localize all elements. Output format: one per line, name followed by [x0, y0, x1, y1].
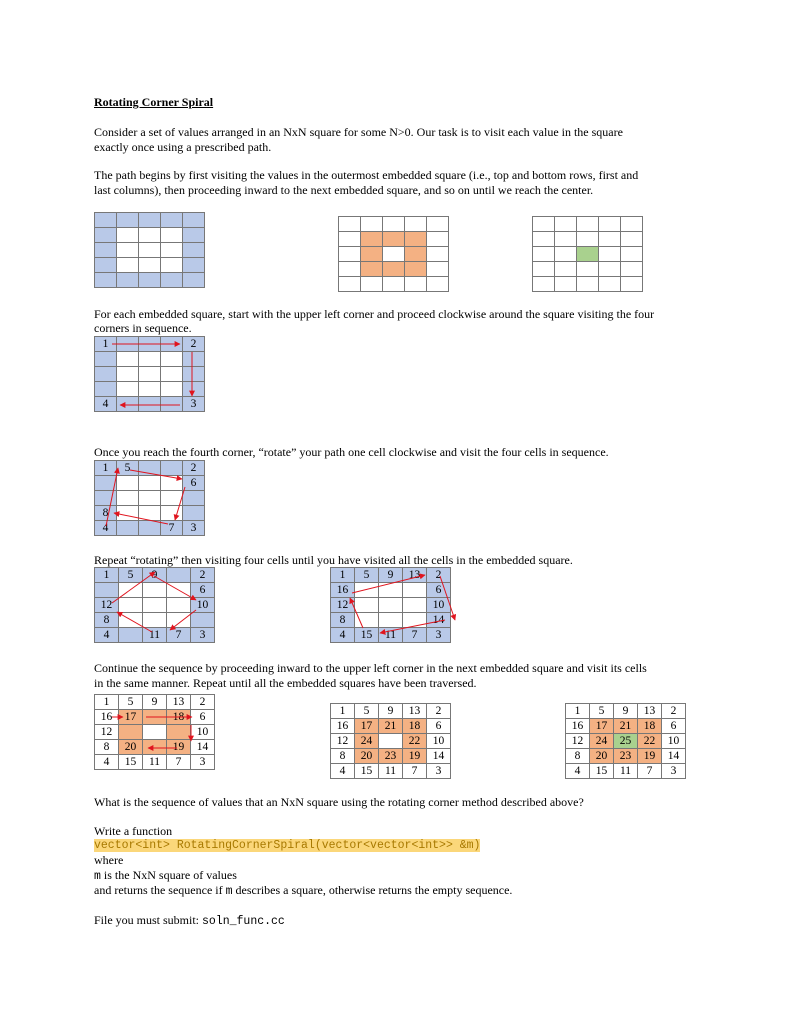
- grid-cell: 1: [95, 695, 119, 710]
- grid-cell: [161, 491, 183, 506]
- grid-cell: 5: [355, 568, 379, 583]
- grid-cell: [621, 217, 643, 232]
- grid-cell: 7: [167, 755, 191, 770]
- grid-cell: 12: [331, 598, 355, 613]
- grid-cell: [167, 598, 191, 613]
- grid-cell: [361, 232, 383, 247]
- grid-cell: [139, 476, 161, 491]
- grid-cell: 24: [590, 734, 614, 749]
- grid-cell: [95, 243, 117, 258]
- return-text-a: and returns the sequence if: [94, 883, 226, 897]
- return-description: [94, 883, 512, 900]
- grid-cell: 20: [355, 749, 379, 764]
- grid-cell: 6: [427, 583, 451, 598]
- grid-cell: 7: [161, 521, 183, 536]
- grid-cell: [555, 262, 577, 277]
- paragraph-intro-2: exactly once using a prescribed path.: [94, 140, 272, 154]
- grid-cell: 12: [95, 725, 119, 740]
- grid-cell: 25: [614, 734, 638, 749]
- grid-cell: 7: [403, 764, 427, 779]
- grid-cell: 5: [119, 695, 143, 710]
- grid-cell: [167, 583, 191, 598]
- grid-rotate-thrice: [330, 567, 451, 643]
- grid-cell: [139, 273, 161, 288]
- grid-cell: 13: [638, 704, 662, 719]
- grid-cell: [555, 277, 577, 292]
- grid-cell: [555, 217, 577, 232]
- grid-cell: [383, 232, 405, 247]
- grid-cell: 9: [379, 568, 403, 583]
- grid-cell: 6: [191, 710, 215, 725]
- grid-cell: [533, 262, 555, 277]
- grid-cell: [161, 382, 183, 397]
- grid-cell: 16: [566, 719, 590, 734]
- grid-cell: [117, 273, 139, 288]
- grid-cell: [143, 740, 167, 755]
- grid-cell: 5: [590, 704, 614, 719]
- grid-cell: [355, 583, 379, 598]
- grid-cell: [119, 613, 143, 628]
- grid-cell: [427, 262, 449, 277]
- grid-cell: [379, 598, 403, 613]
- grid-cell: 23: [614, 749, 638, 764]
- grid-cell: [117, 258, 139, 273]
- grid-cell: [117, 243, 139, 258]
- grid-cell: [95, 491, 117, 506]
- grid-cell: [167, 725, 191, 740]
- grid-center-square: [532, 216, 643, 292]
- grid-cell: 2: [191, 568, 215, 583]
- grid-cell: [183, 491, 205, 506]
- grid-cell: [117, 228, 139, 243]
- grid-cell: 14: [427, 613, 451, 628]
- grid-cell: [405, 247, 427, 262]
- grid-cell: 23: [379, 749, 403, 764]
- grid-cell: [339, 217, 361, 232]
- grid-cell: 10: [427, 598, 451, 613]
- grid-cell: 22: [403, 734, 427, 749]
- grid-cell: 3: [427, 764, 451, 779]
- grid-cell: 7: [167, 628, 191, 643]
- grid-cell: [95, 258, 117, 273]
- grid-cell: [405, 232, 427, 247]
- grid-cell: 21: [379, 719, 403, 734]
- grid-cell: 8: [331, 613, 355, 628]
- grid-rotate-twice: [94, 567, 215, 643]
- grid-cell: 21: [614, 719, 638, 734]
- grid-cell: 1: [331, 704, 355, 719]
- grid-cell: [161, 397, 183, 412]
- grid-cell: [139, 461, 161, 476]
- grid-cell: [161, 506, 183, 521]
- grid-cell: 6: [662, 719, 686, 734]
- grid-cell: [621, 247, 643, 262]
- grid-cell: 5: [117, 461, 139, 476]
- grid-cell: 4: [95, 521, 117, 536]
- page-title: Rotating Corner Spiral: [94, 95, 214, 109]
- grid-cell: [139, 228, 161, 243]
- grid-cell: 4: [95, 755, 119, 770]
- grid-cell: [139, 521, 161, 536]
- grid-cell: [143, 613, 167, 628]
- grid-cell: [355, 598, 379, 613]
- grid-cell: 3: [183, 521, 205, 536]
- paragraph-inward-1: Continue the sequence by proceeding inward to the upper left corner in the next embedded square and visit its cells: [94, 661, 647, 675]
- grid-cell: [139, 243, 161, 258]
- grid-cell: 8: [95, 613, 119, 628]
- grid-cell: 14: [662, 749, 686, 764]
- grid-cell: 15: [355, 628, 379, 643]
- grid-cell: [533, 247, 555, 262]
- grid-cell: [117, 397, 139, 412]
- grid-cell: 8: [566, 749, 590, 764]
- grid-cell: 5: [355, 704, 379, 719]
- grid-cell: [139, 258, 161, 273]
- grid-outer-square: [94, 212, 205, 288]
- grid-cell: 15: [355, 764, 379, 779]
- grid-cell: [383, 262, 405, 277]
- grid-cell: [117, 367, 139, 382]
- grid-middle-square: [338, 216, 449, 292]
- grid-cell: [161, 461, 183, 476]
- paragraph-path-1: The path begins by first visiting the values in the outermost embedded square (i.e., top and bottom rows, first and: [94, 168, 639, 182]
- grid-cell: [143, 710, 167, 725]
- grid-cell: 13: [403, 704, 427, 719]
- grid-cell: [555, 247, 577, 262]
- grid-cell: [183, 243, 205, 258]
- grid-cell: 17: [590, 719, 614, 734]
- grid-cell: 15: [590, 764, 614, 779]
- grid-cell: [555, 232, 577, 247]
- param-m-desc: is the NxN square of values: [100, 868, 237, 882]
- grid-cell: 19: [167, 740, 191, 755]
- grid-cell: [599, 247, 621, 262]
- grid-cell: [117, 382, 139, 397]
- grid-cell: [95, 583, 119, 598]
- grid-cell: [361, 247, 383, 262]
- grid-cell: [427, 277, 449, 292]
- grid-cell: 17: [355, 719, 379, 734]
- grid-cell: [379, 734, 403, 749]
- grid-cell: [599, 232, 621, 247]
- grid-cell: [427, 232, 449, 247]
- grid-cell: [339, 262, 361, 277]
- grid-cell: [139, 382, 161, 397]
- grid-cell: [383, 217, 405, 232]
- write-function-label: Write a function: [94, 824, 173, 838]
- grid-cell: [95, 352, 117, 367]
- grid-cell: [405, 277, 427, 292]
- grid-cell: [183, 258, 205, 273]
- grid-cell: [361, 277, 383, 292]
- grid-cell: [119, 628, 143, 643]
- grid-cell: 9: [143, 568, 167, 583]
- grid-cell: 13: [403, 568, 427, 583]
- grid-cell: 11: [614, 764, 638, 779]
- grid-cell: 16: [95, 710, 119, 725]
- grid-cell: [379, 613, 403, 628]
- grid-cell: [577, 262, 599, 277]
- grid-cell: 10: [191, 598, 215, 613]
- grid-cell: 4: [566, 764, 590, 779]
- grid-cell: [599, 217, 621, 232]
- grid-cell: [167, 613, 191, 628]
- grid-cell: [183, 273, 205, 288]
- grid-cell: [139, 337, 161, 352]
- grid-cell: 3: [183, 397, 205, 412]
- grid-cell: 1: [95, 337, 117, 352]
- paragraph-corners-1: For each embedded square, start with the upper left corner and proceed clockwise around the square visiting the four: [94, 307, 655, 321]
- grid-cell: 6: [191, 583, 215, 598]
- submit-label: File you must submit:: [94, 913, 203, 927]
- grid-cell: 12: [95, 598, 119, 613]
- grid-cell: [95, 476, 117, 491]
- grid-inner-corners: [94, 694, 215, 770]
- grid-cell: 9: [379, 704, 403, 719]
- param-m-code: m: [94, 870, 101, 883]
- grid-cell: [599, 262, 621, 277]
- grid-cell: 14: [427, 749, 451, 764]
- grid-complete: [565, 703, 686, 779]
- grid-cell: 8: [95, 740, 119, 755]
- grid-cell: [621, 262, 643, 277]
- grid-cell: 5: [119, 568, 143, 583]
- grid-cell: 2: [427, 568, 451, 583]
- grid-cell: 2: [183, 337, 205, 352]
- grid-cell: [405, 262, 427, 277]
- grid-cell: 8: [331, 749, 355, 764]
- grid-cell: 10: [191, 725, 215, 740]
- grid-cell: 2: [191, 695, 215, 710]
- grid-cell: [361, 217, 383, 232]
- grid-cell: [161, 258, 183, 273]
- grid-cell: [191, 613, 215, 628]
- grid-cell: 1: [95, 568, 119, 583]
- grid-cell: 22: [638, 734, 662, 749]
- grid-cell: [95, 213, 117, 228]
- grid-inner-rotated: [330, 703, 451, 779]
- grid-cell: [95, 367, 117, 382]
- grid-cell: [95, 273, 117, 288]
- grid-cell: 1: [331, 568, 355, 583]
- grid-cell: [161, 213, 183, 228]
- grid-cell: 3: [427, 628, 451, 643]
- paragraph-path-2: last columns), then proceeding inward to the next embedded square, and so on until we reach the center.: [94, 183, 594, 197]
- submit-line: [94, 913, 285, 930]
- grid-cell: [161, 476, 183, 491]
- grid-cell: [403, 598, 427, 613]
- grid-cell: 7: [403, 628, 427, 643]
- grid-cell: [139, 352, 161, 367]
- grid-cell: [183, 228, 205, 243]
- grid-cell: 4: [95, 397, 117, 412]
- grid-cell: [427, 247, 449, 262]
- grid-cell: [139, 506, 161, 521]
- grid-cell: [117, 352, 139, 367]
- paragraph-inward-2: in the same manner. Repeat until all the embedded squares have been traversed.: [94, 676, 477, 690]
- grid-cell: 1: [566, 704, 590, 719]
- grid-cell: 9: [143, 695, 167, 710]
- question: What is the sequence of values that an NxN square using the rotating corner method described above?: [94, 795, 584, 809]
- grid-cell: 19: [403, 749, 427, 764]
- grid-cell: 20: [119, 740, 143, 755]
- grid-cell: [403, 613, 427, 628]
- grid-cell: [183, 367, 205, 382]
- grid-cell: [379, 583, 403, 598]
- grid-cell: 6: [183, 476, 205, 491]
- grid-cell: 3: [191, 628, 215, 643]
- grid-cell: [577, 247, 599, 262]
- grid-rotate-once: [94, 460, 205, 536]
- grid-cell: [139, 397, 161, 412]
- grid-cell: 11: [143, 628, 167, 643]
- grid-cell: [403, 583, 427, 598]
- grid-cell: 8: [95, 506, 117, 521]
- grid-cell: [119, 598, 143, 613]
- return-m-code: m: [225, 885, 233, 898]
- grid-cell: [533, 217, 555, 232]
- grid-cell: [161, 243, 183, 258]
- grid-cell: [577, 232, 599, 247]
- grid-cell: 24: [355, 734, 379, 749]
- where-label: where: [94, 853, 124, 867]
- function-signature: [94, 839, 480, 854]
- grid-corners: [94, 336, 205, 412]
- grid-cell: [119, 583, 143, 598]
- grid-cell: 4: [331, 628, 355, 643]
- grid-cell: [119, 725, 143, 740]
- grid-cell: 2: [427, 704, 451, 719]
- grid-cell: 11: [379, 764, 403, 779]
- grid-cell: [361, 262, 383, 277]
- grid-cell: 12: [566, 734, 590, 749]
- grid-cell: 18: [167, 710, 191, 725]
- grid-cell: 9: [614, 704, 638, 719]
- grid-cell: [383, 277, 405, 292]
- grid-cell: [161, 337, 183, 352]
- grid-cell: [161, 367, 183, 382]
- grid-cell: 1: [95, 461, 117, 476]
- grid-cell: 20: [590, 749, 614, 764]
- grid-cell: [139, 367, 161, 382]
- grid-cell: [599, 277, 621, 292]
- grid-cell: 3: [662, 764, 686, 779]
- grid-cell: [355, 613, 379, 628]
- grid-cell: 15: [119, 755, 143, 770]
- grid-cell: [339, 277, 361, 292]
- grid-cell: [339, 232, 361, 247]
- grid-cell: [139, 491, 161, 506]
- grid-cell: 7: [638, 764, 662, 779]
- grid-cell: 19: [638, 749, 662, 764]
- function-signature-code: vector<int> RotatingCornerSpiral(vector<vector<int>> &m): [94, 839, 481, 852]
- grid-cell: [143, 598, 167, 613]
- grid-cell: 3: [191, 755, 215, 770]
- grid-cell: [143, 583, 167, 598]
- grid-cell: 16: [331, 719, 355, 734]
- paragraph-corners-2: corners in sequence.: [94, 321, 192, 335]
- grid-cell: [117, 213, 139, 228]
- grid-cell: 11: [379, 628, 403, 643]
- grid-cell: 6: [427, 719, 451, 734]
- grid-cell: [533, 277, 555, 292]
- grid-cell: 16: [331, 583, 355, 598]
- grid-cell: 4: [331, 764, 355, 779]
- grid-cell: [183, 352, 205, 367]
- return-text-b: describes a square, otherwise returns the empty sequence.: [232, 883, 513, 897]
- grid-cell: 18: [638, 719, 662, 734]
- paragraph-repeat: Repeat “rotating” then visiting four cells until you have visited all the cells in the embedded square.: [94, 553, 573, 567]
- grid-cell: [117, 491, 139, 506]
- grid-cell: [95, 382, 117, 397]
- paragraph-rotate: Once you reach the fourth corner, “rotate” your path one cell clockwise and visit the four cells in sequence.: [94, 445, 609, 459]
- grid-cell: 10: [427, 734, 451, 749]
- grid-cell: 2: [183, 461, 205, 476]
- grid-cell: [339, 247, 361, 262]
- grid-cell: [577, 277, 599, 292]
- paragraph-intro-1: Consider a set of values arranged in an NxN square for some N>0. Our task is to visit each value in the square: [94, 125, 623, 139]
- grid-cell: [117, 476, 139, 491]
- grid-cell: [621, 232, 643, 247]
- grid-cell: [183, 382, 205, 397]
- grid-cell: [383, 247, 405, 262]
- grid-cell: [117, 521, 139, 536]
- grid-cell: [183, 506, 205, 521]
- grid-cell: [533, 232, 555, 247]
- grid-cell: [161, 352, 183, 367]
- grid-cell: 2: [662, 704, 686, 719]
- grid-cell: 4: [95, 628, 119, 643]
- grid-cell: 11: [143, 755, 167, 770]
- grid-cell: [117, 337, 139, 352]
- grid-cell: 14: [191, 740, 215, 755]
- grid-cell: [405, 217, 427, 232]
- grid-cell: [161, 273, 183, 288]
- grid-cell: 12: [331, 734, 355, 749]
- grid-cell: [143, 725, 167, 740]
- submit-filename: soln_func.cc: [202, 915, 285, 928]
- grid-cell: [161, 228, 183, 243]
- grid-cell: 17: [119, 710, 143, 725]
- grid-cell: [167, 568, 191, 583]
- grid-cell: [577, 217, 599, 232]
- grid-cell: [117, 506, 139, 521]
- grid-cell: [95, 228, 117, 243]
- grid-cell: [183, 213, 205, 228]
- grid-cell: [621, 277, 643, 292]
- grid-cell: [427, 217, 449, 232]
- grid-cell: 18: [403, 719, 427, 734]
- grid-cell: 13: [167, 695, 191, 710]
- grid-cell: [139, 213, 161, 228]
- grid-cell: 10: [662, 734, 686, 749]
